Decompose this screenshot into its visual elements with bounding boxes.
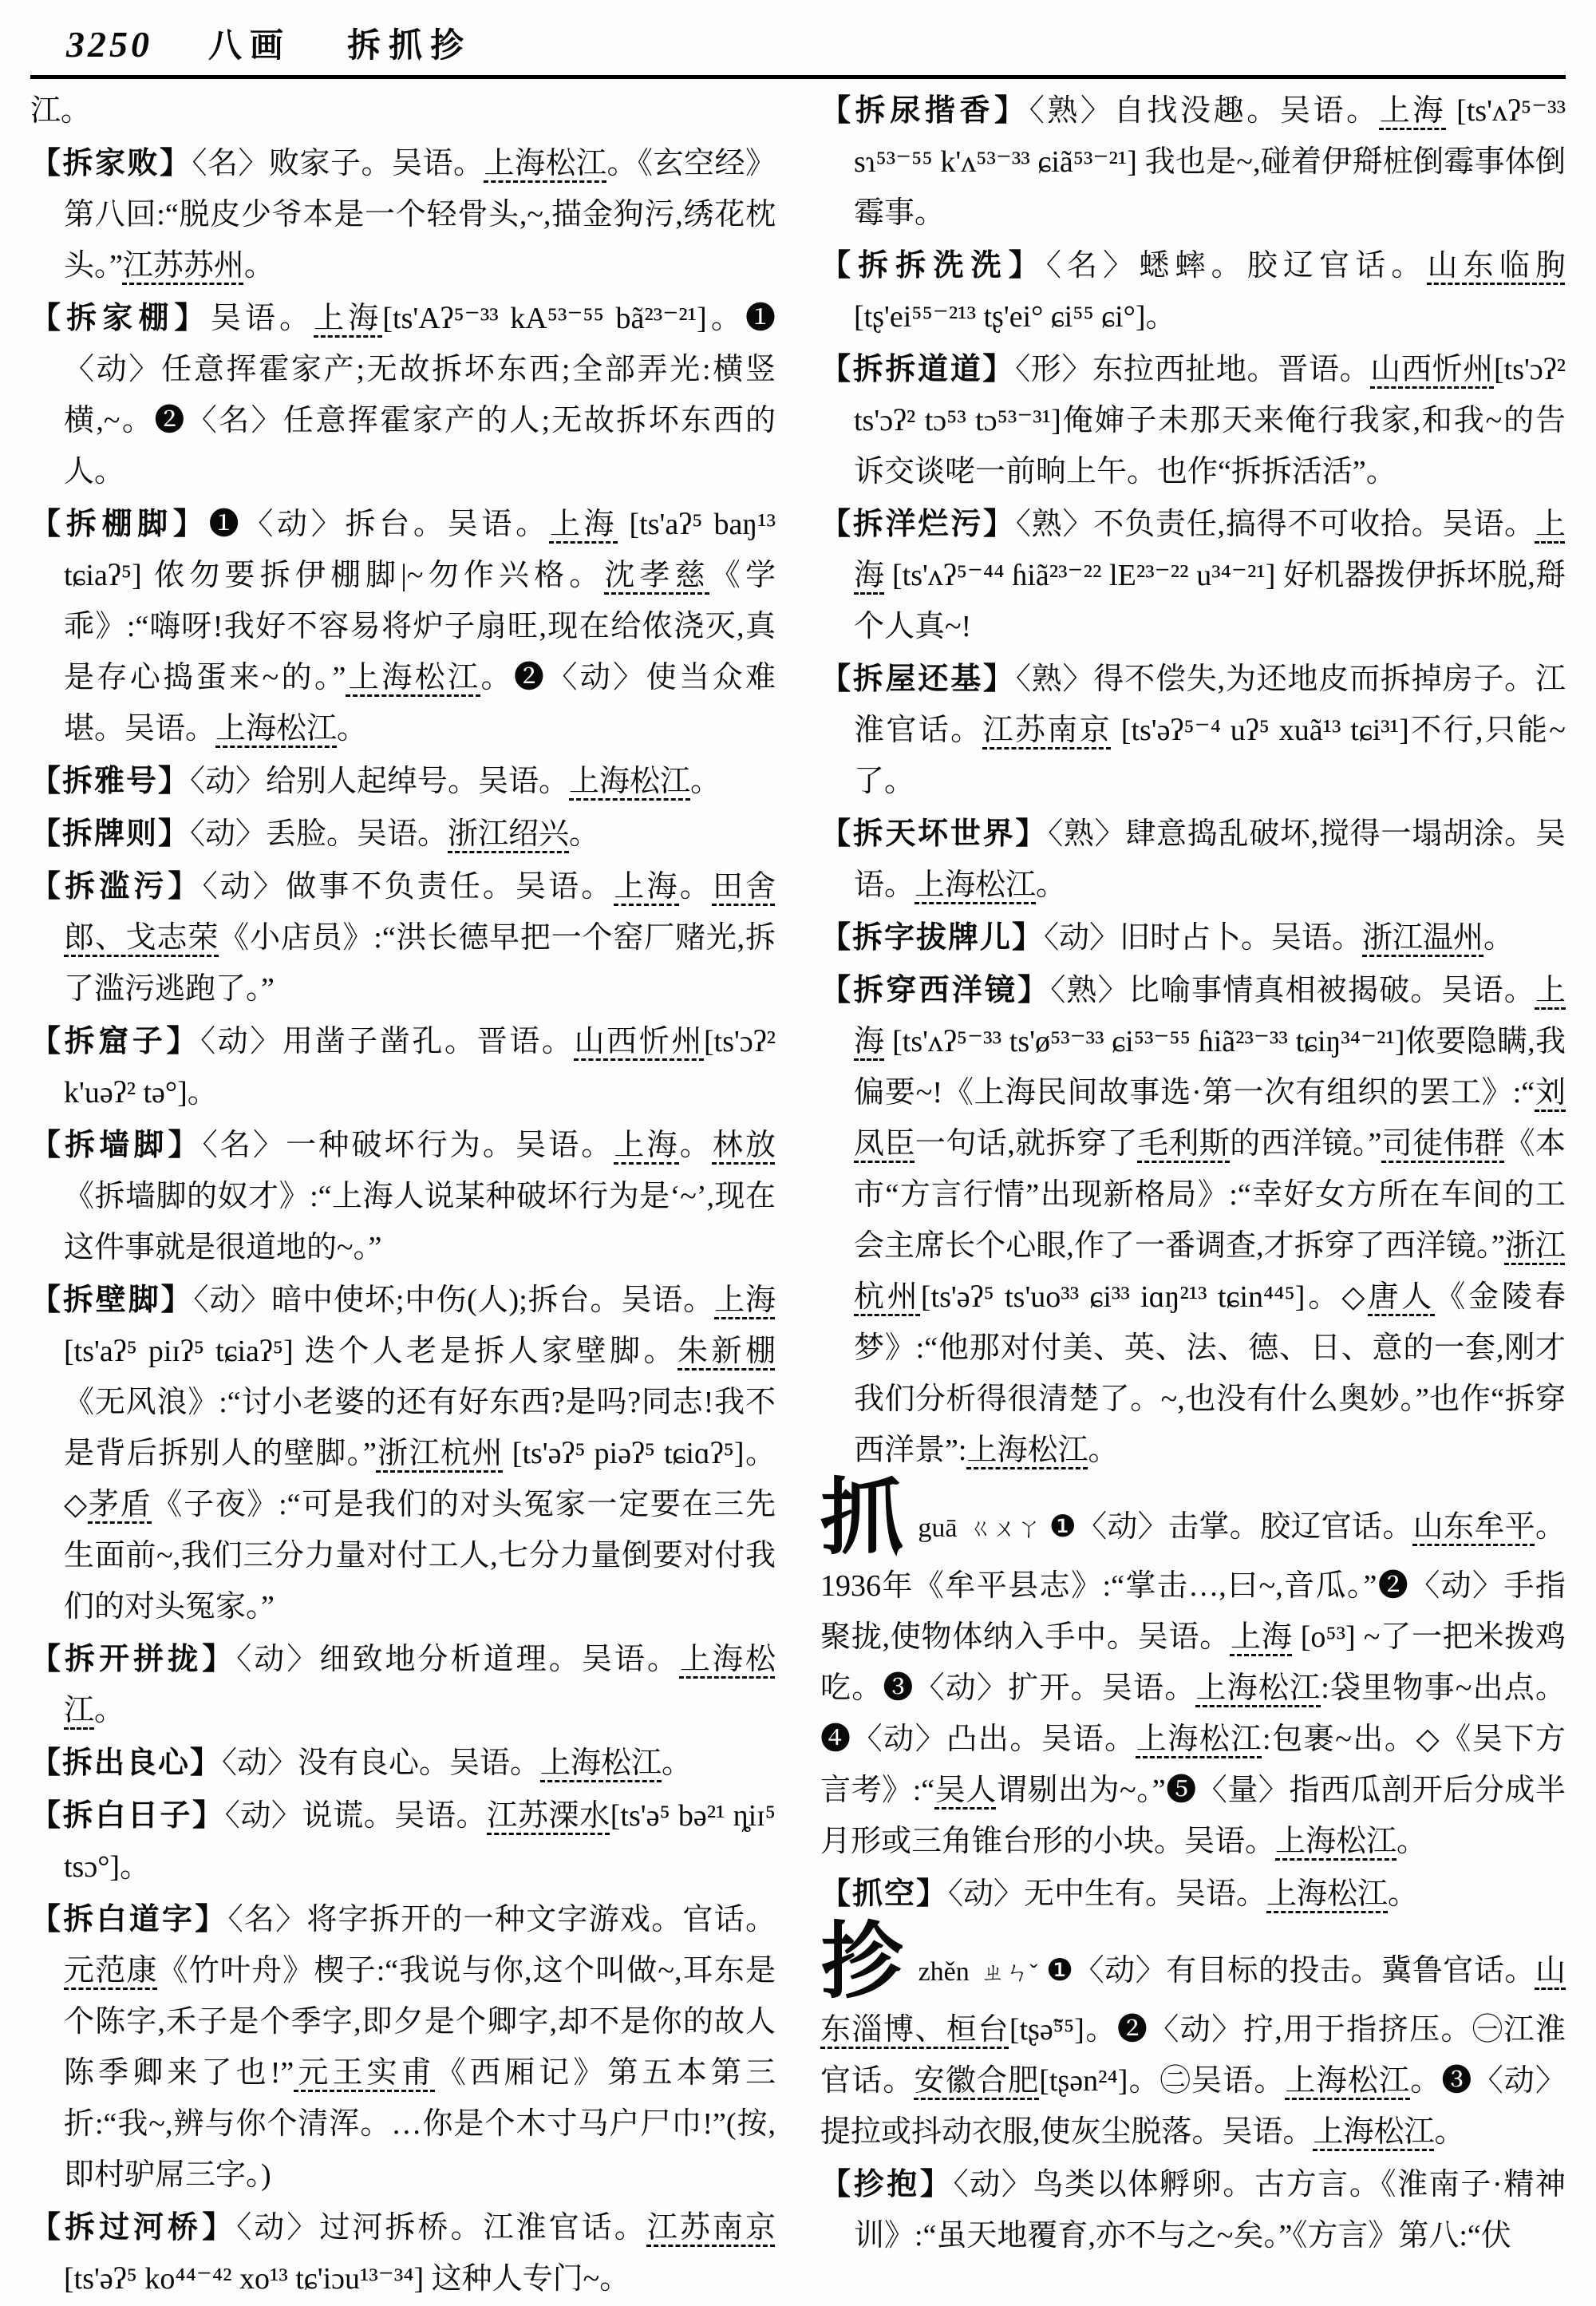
header-rule [30, 75, 1566, 79]
entry-text: 《竹叶舟》楔子:“我说与你,这个叫做~,耳东是个陈字,禾子是个季字,即夕是个卿字,却不是你的故人陈季卿来了也!” [64, 1954, 776, 2090]
proper-name: 山东淄博、桓台 [820, 1954, 1566, 2047]
entry-text: 〈动〉细致地分析道理。吴语。 [236, 1643, 680, 1676]
entry-text: 一句话,就拆穿了 [915, 1127, 1138, 1161]
entry-text: 。❷〈动〉使当众难堪。吴语。 [64, 661, 776, 746]
entry-text: [ts'əʔ⁵⁻⁴ uʔ⁵ xuã¹³ tɕi³¹]不行,只能~了。 [854, 714, 1566, 798]
proper-name: 上海松江 [1285, 2064, 1411, 2098]
entry-text: 。❸〈动〉提拉或抖动衣服,使灰尘脱落。吴语。 [820, 2064, 1566, 2149]
entry-text: 。 [1036, 868, 1067, 902]
entry-headword: 【拆拆洗洗】 [820, 249, 1046, 283]
proper-name: 沈孝慈 [604, 559, 710, 592]
proper-name: 浙江杭州 [854, 1229, 1566, 1314]
proper-name: 上海 [1230, 1620, 1293, 1654]
entry-headword: 【拆墙脚】 [30, 1129, 203, 1162]
entry-headword: 【拆穿西洋镜】 [820, 974, 1051, 1007]
entry-text: 。 [679, 870, 713, 904]
entry-text: 。 [662, 1746, 693, 1780]
entry-headword: 【拆洋烂污】 [820, 508, 1016, 541]
entry-text: 〈动〉鸟类以体孵卵。古方言。《淮南子·精神训》:“虽天地覆育,亦不与之~矣。”《方言》第八:“伏 [854, 2168, 1566, 2253]
entry-text: ❶〈动〉拆台。吴语。 [208, 508, 550, 541]
entry-text: 。1936年《牟平县志》:“掌击…,曰~,音瓜。”❷〈动〉手指聚拢,使物体纳入手中。吴语。 [820, 1510, 1566, 1654]
entry-character: 抮 [820, 1916, 904, 2008]
entry-text: [ts'ʌʔ⁵⁻⁴⁴ ɦiã²³⁻²² lE²³⁻²² u³⁴⁻²¹] 好机器拨伊拆坏脱,搿个人真~! [854, 559, 1566, 643]
entry-text: 江。 [30, 94, 92, 128]
character-entry [820, 1473, 1566, 1867]
entry-text: :包裹~出。◇《吴下方言考》:“ [820, 1723, 1566, 1807]
proper-name: 田舍郎、戈志荣 [64, 870, 776, 955]
dict-entry [30, 1738, 776, 1789]
entry-text: 谓剔出为~。”❺〈量〉指西瓜剖开后分成半月形或三角锥台形的小块。吴语。 [820, 1774, 1566, 1858]
dict-entry [30, 293, 776, 497]
proper-name: 上海 [854, 974, 1566, 1058]
entry-headword: 【拆壁脚】 [30, 1284, 194, 1317]
entry-text: 〈动〉没有良心。吴语。 [222, 1746, 541, 1780]
entry-text: 〈动〉给别人起绰号。吴语。 [190, 765, 570, 798]
entry-headword: 【拆窟子】 [30, 1025, 201, 1058]
stroke-count-label: 八画 [208, 28, 292, 65]
dict-entry [30, 756, 776, 807]
proper-name: 司徒伟群 [1381, 1127, 1505, 1161]
proper-name: 上海松江 [1195, 1671, 1321, 1705]
proper-name: 山西忻州 [1370, 353, 1494, 386]
entry-text: [ts'aʔ⁵ piɪʔ⁵ tɕiaʔ⁵] 迭个人老是拆人家壁脚。 [64, 1335, 678, 1368]
entry-text: [ts'Aʔ⁵⁻³³ kA⁵³⁻⁵⁵ bã²³⁻²¹]。❶〈动〉任意挥霍家产;无故拆坏东西;全部弄光:横竖横,~。❷〈名〉任意挥霍家产的人;无故拆坏东西的人。 [64, 302, 776, 488]
proper-name: 上海松江 [915, 868, 1037, 902]
proper-name: 山东临朐 [1427, 249, 1566, 283]
two-column-body [30, 85, 1566, 2306]
entry-text: 。 [1388, 1877, 1419, 1911]
entry-text: :袋里物事~出点。❹〈动〉凸出。吴语。 [820, 1671, 1566, 1756]
proper-name: 上海松江 [64, 1643, 776, 1727]
entry-text: [ts'ʌʔ⁵⁻³³ ts'ø⁵³⁻³³ ɕi⁵³⁻⁵⁵ ɦiã²³⁻³³ tɕiŋ³⁴⁻²¹]侬要隐瞒,我偏要~!《上海民间故事选·第一次有组织的罢工》:“ [854, 1025, 1566, 1109]
entry-text: 〈动〉无中生有。吴语。 [948, 1877, 1267, 1911]
entry-headword: 【拆天坏世界】 [820, 817, 1049, 851]
entry-headword: 【拆雅号】 [30, 765, 191, 798]
entry-text: 《本市“方言行情”出现新格局》:“幸好女方所在车间的工会主席长个心眼,作了一番调查,才拆穿了西洋镜。” [854, 1127, 1566, 1263]
entry-text: 〈名〉蟋蟀。胶辽官话。 [1045, 249, 1428, 283]
proper-name: 上海松江 [1313, 2115, 1435, 2149]
proper-name: 林放 [712, 1129, 776, 1162]
entry-text: 〈熟〉自找没趣。吴语。 [1029, 94, 1380, 128]
proper-name: 江苏溧水 [487, 1799, 610, 1833]
entry-text: 《子夜》:“可是我们的对头冤家一定要在三先生面前~,我们三分力量对付工人,七分力量倒要对付我们的对头冤家。” [64, 1488, 776, 1624]
entry-text: [ts'ə⁵ bə²¹ ȵiɪ⁵ tsɔ°]。 [64, 1799, 776, 1884]
proper-name: 元范康 [64, 1954, 158, 1988]
dict-entry [30, 809, 776, 860]
proper-name: 上海松江 [346, 661, 481, 694]
proper-name: 上海松江 [215, 712, 338, 746]
dict-entry [30, 2202, 776, 2304]
dict-entry [820, 912, 1566, 963]
dict-entry [30, 861, 776, 1015]
entry-text: 〈动〉做事不负责任。吴语。 [202, 870, 614, 904]
entry-text: [ts'aʔ⁵ baŋ¹³ tɕiaʔ⁵] 侬勿要拆伊棚脚|~勿作兴格。 [64, 508, 776, 592]
dict-entry [820, 499, 1566, 652]
entry-text: 〈熟〉肆意捣乱破坏,搅得一塌胡涂。吴语。 [854, 817, 1566, 902]
proper-name: 安徽合肥 [914, 2064, 1040, 2098]
proper-name: 唐人 [1368, 1280, 1436, 1314]
page-header [30, 14, 1566, 75]
entry-text: ❶〈动〉有目标的投击。冀鲁官话。 [1045, 1954, 1535, 1988]
entry-text: 。 [243, 249, 275, 283]
left-column [30, 85, 776, 2306]
entry-headword: 【拆过河桥】 [30, 2211, 237, 2245]
entry-headword: 【拆尿揩香】 [820, 94, 1029, 128]
entry-headword: 【拆牌则】 [30, 817, 191, 851]
entry-text: 。 [94, 1694, 125, 1727]
entry-headword: 【抓空】 [820, 1877, 949, 1911]
proper-name: 上海松江 [484, 147, 607, 180]
proper-name: 上海 [1379, 94, 1447, 128]
guide-characters: 拆抓抮 [347, 28, 472, 65]
entry-text: 的西洋镜。” [1230, 1127, 1382, 1161]
entry-text: [o⁵³] ~了一把米拨鸡吃。❸〈动〉扩开。吴语。 [820, 1620, 1566, 1705]
proper-name: 上海 [614, 1129, 680, 1162]
entry-headword: 【抮抱】 [820, 2168, 954, 2201]
entry-text: 《学乖》:“嗨呀!我好不容易将炉子扇旺,现在给侬浇灭,真是存心捣蛋来~的。” [64, 559, 776, 694]
entry-text: 〈名〉将字拆开的一种文字游戏。官话。 [227, 1903, 776, 1936]
dict-entry [30, 1016, 776, 1118]
entry-text: 。 [1088, 1434, 1119, 1467]
pinyin: zhěn [918, 1957, 970, 1987]
entry-headword: 【拆家败】 [30, 147, 192, 180]
entry-text: 。《玄空经》第八回:“脱皮少爷本是一个轻骨头,~,描金狗污,绣花枕头。” [64, 147, 776, 283]
page-number: 3250 [66, 24, 152, 65]
dict-entry [30, 1634, 776, 1736]
dict-entry [820, 85, 1566, 239]
proper-name: 上海 [314, 302, 383, 335]
proper-name: 江苏南京 [982, 714, 1112, 747]
proper-name: 上海松江 [966, 1434, 1088, 1467]
character-entry [820, 1916, 1566, 2158]
proper-name: 上海松江 [1266, 1877, 1389, 1911]
dict-entry [820, 809, 1566, 911]
entry-text: 《无风浪》:“讨小老婆的还有好东西?是吗?同志!我不是背后拆别人的壁脚。” [64, 1386, 776, 1470]
dict-entry [30, 499, 776, 754]
dict-entry [820, 2159, 1566, 2261]
proper-name: 山西忻州 [574, 1025, 704, 1058]
entry-text: 。 [337, 712, 368, 746]
entry-text: [ts'əʔ⁵ ts'uo³³ ɕi³³ iɑŋ²¹³ tɕin⁴⁴⁵]。◇ [920, 1280, 1369, 1314]
entry-headword: 【拆出良心】 [30, 1746, 223, 1780]
entry-text: [ts'ɔʔ² k'uəʔ² tə°]。 [64, 1025, 776, 1109]
proper-name: 上海松江 [1136, 1723, 1262, 1756]
proper-name: 茅盾 [88, 1488, 152, 1521]
proper-name: 上海 [549, 508, 618, 541]
entry-text: [tʂ'ei⁵⁵⁻²¹³ tʂ'ei° ɕi⁵⁵ ɕi°]。 [854, 300, 1176, 334]
entry-text: 〈动〉用凿子凿孔。晋语。 [200, 1025, 575, 1058]
entry-text: [ts'ʌʔ⁵⁻³³ sɿ⁵³⁻⁵⁵ k'ʌ⁵³⁻³³ ɕiã⁵³⁻²¹] 我也是~,碰着伊搿桩倒霉事体倒霉事。 [854, 94, 1566, 230]
right-column [820, 85, 1566, 2306]
entry-headword: 【拆屋还基】 [820, 663, 1016, 696]
dict-entry [30, 138, 776, 291]
zhuyin: ㄍㄨㄚ [968, 1516, 1041, 1542]
proper-name: 吴人 [934, 1774, 997, 1807]
dict-entry [30, 1275, 776, 1632]
entry-headword: 【拆白道字】 [30, 1903, 228, 1936]
entry-text: [ts'əʔ⁵ ko⁴⁴⁻⁴² xo¹³ tɕ'iɔu¹³⁻³⁴] 这种人专门~。 [64, 2262, 630, 2296]
entry-text: 。 [1396, 1825, 1428, 1858]
entry-text: 〈熟〉比喻事情真相被揭破。吴语。 [1050, 974, 1535, 1007]
entry-headword: 【拆白日子】 [30, 1799, 225, 1833]
entry-text: [tʂən²⁴]。㊁吴语。 [1039, 2064, 1286, 2098]
entry-headword: 【拆滥污】 [30, 870, 203, 904]
entry-text: 〈形〉东拉西扯地。晋语。 [1015, 353, 1371, 386]
entry-text: 《拆墙脚的奴才》:“上海人说某种破坏行为是‘~’,现在这件事就是很道地的~。” [64, 1180, 776, 1264]
entry-text: 〈熟〉得不偿失,为还地皮而拆掉房子。江淮官话。 [854, 663, 1566, 747]
entry-text: [tʂə̃⁵⁵]。❷〈动〉拧,用于指挤压。㊀江淮官话。 [820, 2013, 1566, 2098]
proper-name: 刘凤臣 [854, 1076, 1566, 1161]
entry-text: 。 [679, 1129, 713, 1162]
proper-name: 山东牟平 [1412, 1510, 1535, 1544]
proper-name: 江苏苏州 [122, 249, 244, 283]
dict-entry [820, 240, 1566, 342]
proper-name: 浙江杭州 [376, 1437, 504, 1470]
entry-text: 〈动〉暗中使坏;中伤(人);拆台。吴语。 [193, 1284, 715, 1317]
proper-name: 上海 [614, 870, 680, 904]
dict-entry [30, 1790, 776, 1893]
entry-headword: 【拆开拼拢】 [30, 1643, 237, 1676]
proper-name: 上海松江 [540, 1746, 662, 1780]
dict-entry [30, 1120, 776, 1273]
entry-text: 。 [1483, 921, 1515, 955]
entry-character: 抓 [820, 1473, 904, 1564]
entry-text: 。 [690, 765, 721, 798]
proper-name: 元王实甫 [294, 2056, 436, 2090]
proper-name: 浙江绍兴 [448, 817, 570, 851]
proper-name: 朱新棚 [678, 1335, 776, 1368]
entry-headword: 【拆家棚】 [30, 302, 211, 335]
dict-entry [820, 654, 1566, 807]
entry-text: 《金陵春梦》:“他那对付美、英、法、德、日、意的一套,刚才我们分析得很清楚了。~,也没有什么奥妙。”也作“拆穿西洋景”: [854, 1280, 1566, 1467]
entry-text: 〈动〉丢脸。吴语。 [190, 817, 448, 851]
entry-text: 〈动〉过河拆桥。江淮官话。 [236, 2211, 647, 2245]
proper-name: 毛利斯 [1137, 1127, 1231, 1161]
entry-headword: 【拆拆道道】 [820, 353, 1016, 386]
proper-name: 上海松江 [1275, 1825, 1397, 1858]
entry-text: ❶〈动〉击掌。胶辽官话。 [1049, 1510, 1413, 1544]
entry-headword: 【拆字拔牌儿】 [820, 921, 1045, 955]
entry-text: 《小店员》:“洪长德早把一个窑厂赌光,拆了滥污逃跑了。” [64, 921, 776, 1006]
proper-name: 上海 [714, 1284, 776, 1317]
entry-text: [ts'əʔ⁵ piəʔ⁵ tɕiɑʔ⁵]。◇ [64, 1437, 776, 1521]
entry-text: 〈名〉败家子。吴语。 [192, 147, 484, 180]
entry-text: 〈熟〉不负责任,搞得不可收拾。吴语。 [1015, 508, 1535, 541]
entry-text: 。 [1434, 2115, 1465, 2149]
entry-text: 《西厢记》第五本第三折:“我~,辨与你个清浑。…你是个木寸马户尸巾!”(按,即村驴屌三字。) [64, 2056, 776, 2192]
zhuyin: ㄓㄣˇ [980, 1960, 1038, 1986]
dict-entry [820, 965, 1566, 1476]
dict-entry [30, 85, 776, 136]
proper-name: 江苏南京 [646, 2211, 776, 2245]
entry-text: 。 [569, 817, 600, 851]
entry-headword: 【拆棚脚】 [30, 508, 209, 541]
dict-entry [30, 1894, 776, 2201]
entry-text: [ts'ɔʔ² ts'ɔʔ² tɔ⁵³ tɔ⁵³⁻³¹]俺婶子未那天来俺行我家,和我~的告诉交谈咾一前晌上午。也作“拆拆活活”。 [854, 353, 1566, 488]
entry-text: 〈动〉旧时占卜。吴语。 [1044, 921, 1363, 955]
entry-text: 〈动〉说谎。吴语。 [224, 1799, 488, 1833]
dict-entry [820, 1869, 1566, 1920]
entry-text: 〈名〉一种破坏行为。吴语。 [202, 1129, 614, 1162]
proper-name: 上海松江 [569, 765, 691, 798]
entry-text: 吴语。 [210, 302, 314, 335]
proper-name: 浙江温州 [1362, 921, 1484, 955]
proper-name: 上海 [854, 508, 1566, 592]
pinyin: guā [918, 1513, 958, 1543]
dict-entry [820, 344, 1566, 497]
